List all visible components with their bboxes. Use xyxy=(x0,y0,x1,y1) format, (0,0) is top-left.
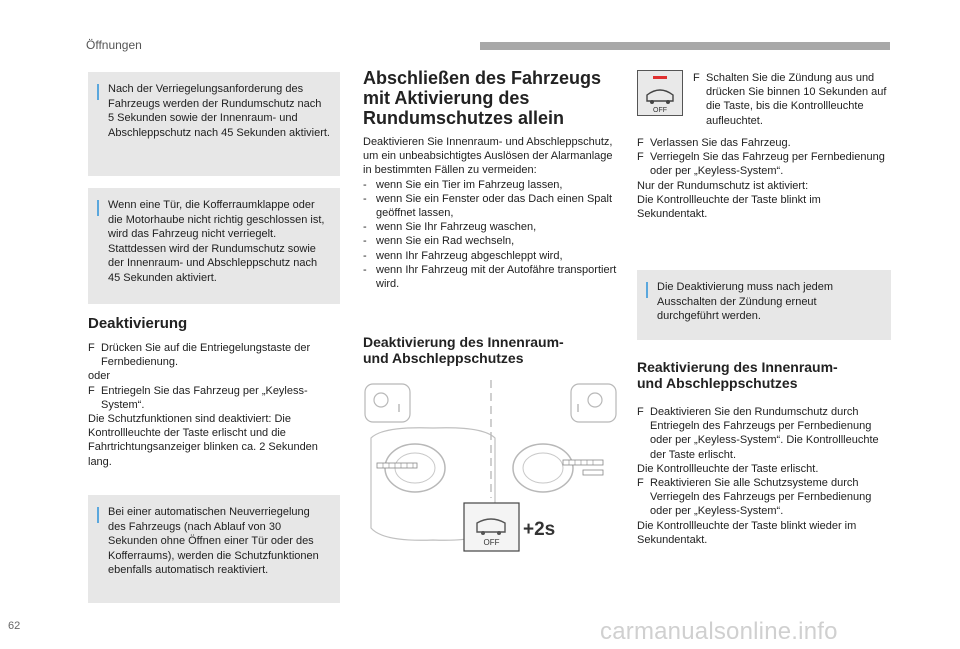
note-text: Nach der Verriegelungsanforderung des Fahrzeugs werden der Rundumschutz nach 5 Sekunden sowie der Innenraum- und Abschleppschutz nach 45 Sekunden aktiviert. xyxy=(108,83,330,139)
deaktivierung-body xyxy=(88,341,340,469)
info-note-2 xyxy=(88,188,340,304)
step-item: F Entriegeln Sie das Fahrzeug per „Keyless-System“. xyxy=(88,384,308,411)
heading-deaktivierung: Deaktivierung xyxy=(88,315,188,332)
step-item: F Drücken Sie auf die Entriegelungstaste der Fernbedienung. xyxy=(88,342,311,369)
step-item: F Deaktivieren Sie den Rundumschutz durch Entriegeln des Fahrzeugs per Fernbedienung oder per „Keyless-System“. Die Kontrollleuchte der Taste erlischt. xyxy=(637,406,879,461)
right-steps xyxy=(637,136,892,221)
abschliessen-body xyxy=(363,135,618,291)
step-item: F Reaktivieren Sie alle Schutzsysteme durch Verriegeln des Fahrzeugs per Fernbedienung oder per „Keyless-System“. xyxy=(637,477,872,518)
dash-item: - wenn Ihr Fahrzeug abgeschleppt wird, xyxy=(363,249,563,262)
bullet-icon: F xyxy=(637,477,644,490)
note-text: Bei einer automatischen Neuverriegelung des Fahrzeugs (nach Ablauf von 30 Sekunden ohne Öffnen einer Tür oder des Kofferraums), werden die Schutzfunktionen ebenfalls automatisch reaktiviert. xyxy=(108,506,319,576)
info-note-3 xyxy=(88,495,340,603)
bullet-icon: F xyxy=(637,151,644,164)
step-item: F Verriegeln Sie das Fahrzeug per Fernbedienung oder per „Keyless-System“. xyxy=(637,151,885,178)
result-text: Die Kontrollleuchte der Taste blinkt wieder im Sekundentakt. xyxy=(637,519,857,546)
reaktivierung-body xyxy=(637,405,892,547)
bullet-icon: F xyxy=(637,406,644,418)
dash-item: - wenn Sie ein Rad wechseln, xyxy=(363,235,515,248)
watermark: carmanualsonline.info xyxy=(600,618,838,645)
dash-item: - wenn Sie ein Tier im Fahrzeug lassen, xyxy=(363,178,563,191)
bullet-icon: F xyxy=(88,384,95,397)
heading-deaktivierung-innenraum: Deaktivierung des Innenraum- und Abschleppschutzes xyxy=(363,334,564,366)
bullet-icon: F xyxy=(693,72,700,84)
alarm-off-button-icon xyxy=(637,70,683,116)
dash-item: - wenn Sie Ihr Fahrzeug waschen, xyxy=(363,221,537,234)
off-label: OFF xyxy=(653,107,667,114)
dash-item: - wenn Ihr Fahrzeug mit der Autofähre transportiert wird. xyxy=(363,263,617,291)
heading-abschliessen: Abschließen des Fahrzeugs mit Aktivierung des Rundumschutzes allein xyxy=(363,68,602,128)
intro-text: Deaktivieren Sie Innenraum- und Abschleppschutz, um ein unbeabsichtigtes Auslösen der Alarmanlage in bestimmten Fällen zu vermeiden: xyxy=(363,136,613,177)
result-text: Nur der Rundumschutz ist aktiviert: xyxy=(637,179,809,192)
result-text: Die Schutzfunktionen sind deaktiviert: Die Kontrollleuchte der Taste erlischt und die Fahrtrichtungsanzeiger blinken ca. 2 Sekunden lang. xyxy=(88,413,318,468)
step-1: F Schalten Sie die Zündung aus und drücken Sie binnen 10 Sekunden auf die Taste, bis die Kontrollleuchte aufleuchtet. xyxy=(693,72,887,127)
bullet-icon: F xyxy=(88,342,95,354)
info-note-1 xyxy=(88,72,340,176)
note-text: Wenn eine Tür, die Kofferraumklappe oder die Motorhaube nicht richtig geschlossen ist, wird das Fahrzeug nicht verriegelt. Stattdessen wird der Rundumschutz sowie der Innenraum- und Abschleppschutz nach 45 Sekunden aktiviert. xyxy=(108,199,325,284)
info-note-right xyxy=(637,270,891,340)
page-number: 62 xyxy=(8,620,21,632)
step-item: F Verlassen Sie das Fahrzeug. xyxy=(637,137,791,149)
result-text: Die Kontrollleuchte der Taste blinkt im Sekundentakt. xyxy=(637,193,821,221)
dash-item: - wenn Sie ein Fenster oder das Dach einen Spalt geöffnet lassen, xyxy=(363,192,613,220)
oder-text: oder xyxy=(88,370,111,383)
note-text: Die Deaktivierung muss nach jedem Ausschalten der Zündung erneut durchgeführt werden. xyxy=(657,281,834,322)
alarm-off-button-illustration xyxy=(464,503,519,551)
off-label: OFF xyxy=(483,538,500,547)
duration-label: +2s xyxy=(523,519,556,540)
deactivation-illustration xyxy=(363,378,618,558)
result-text: Die Kontrollleuchte der Taste erlischt. xyxy=(637,462,819,475)
heading-reaktivierung: Reaktivierung des Innenraum- und Abschleppschutzes xyxy=(637,359,838,391)
bullet-icon: F xyxy=(637,137,644,149)
right-console-illustration xyxy=(513,384,616,492)
header-bar xyxy=(480,42,890,50)
section-title: Öffnungen xyxy=(86,38,142,52)
